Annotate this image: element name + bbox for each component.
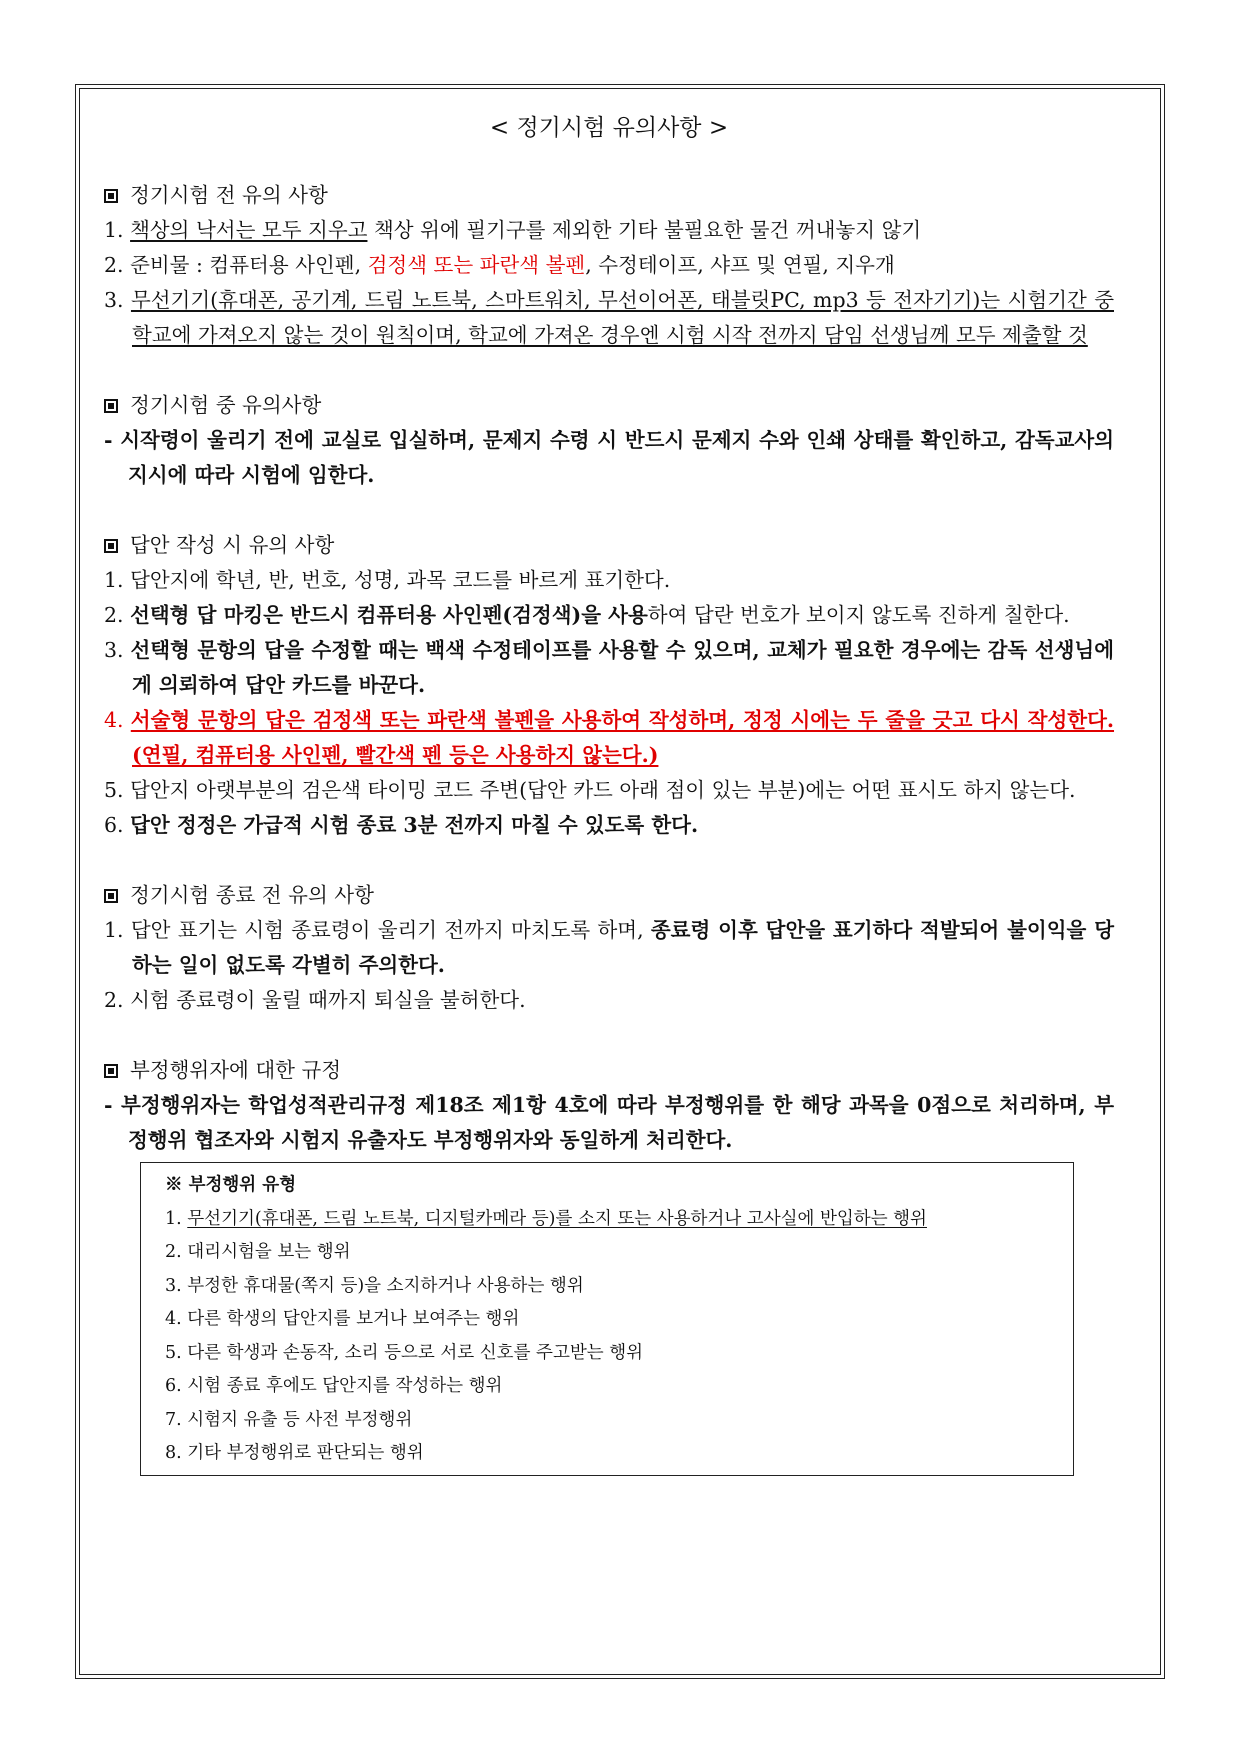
- list-item: [104, 633, 1114, 703]
- item-number: 1.: [165, 1208, 188, 1229]
- box-item: 7. 시험지 유출 등 사전 부정행위: [165, 1409, 413, 1430]
- item-number: 1.: [104, 918, 131, 942]
- section-heading: [104, 1053, 1114, 1088]
- section-heading-text: 정기시험 종료 전 유의 사항: [130, 883, 374, 907]
- box-item: 5. 다른 학생과 손동작, 소리 등으로 서로 신호를 주고받는 행위: [165, 1342, 644, 1363]
- item-text: 하여 답란 번호가 보이지 않도록 진하게 칠한다.: [647, 603, 1070, 627]
- section-heading: [104, 528, 1114, 563]
- item-number: 2.: [104, 603, 131, 627]
- underlined-text: 책상의 낙서는 모두 지우고: [130, 218, 368, 242]
- section-heading-text: 답안 작성 시 유의 사항: [130, 533, 335, 557]
- item-text: 책상 위에 필기구를 제외한 기타 불필요한 물건 꺼내놓지 않기: [367, 218, 922, 242]
- section-answer-writing: [104, 528, 1114, 843]
- section-cheating-rules: [104, 1053, 1114, 1476]
- item-text: 준비물 : 컴퓨터용 사인펜,: [130, 253, 368, 277]
- dash-item: - 시작령이 울리기 전에 교실로 입실하며, 문제지 수령 시 반드시 문제지 수와 인쇄 상태를 확인하고, 감독교사의 지시에 따라 시험에 임한다.: [104, 428, 1114, 487]
- section-heading-text: 정기시험 전 유의 사항: [130, 183, 328, 207]
- list-item: [104, 808, 1114, 843]
- section-heading: [104, 878, 1114, 913]
- list-item: 5. 답안지 아랫부분의 검은색 타이밍 코드 주변(답안 카드 아래 점이 있는 부분)에는 어떤 표시도 하지 않는다.: [104, 778, 1076, 802]
- list-item: [104, 598, 1114, 633]
- red-underlined-text: 서술형 문항의 답은 검정색 또는 파란색 볼펜을 사용하여 작성하며, 정정 시에는 두 줄을 긋고 다시 작성한다. (연필, 컴퓨터용 사인펜, 빨간색 펜 등은 사용하지 않는다.): [130, 708, 1115, 767]
- list-item: 2. 시험 종료령이 울릴 때까지 퇴실을 불허한다.: [104, 988, 526, 1012]
- box-item: 2. 대리시험을 보는 행위: [165, 1242, 351, 1262]
- bold-text: 종료령 이후 답안을 표기하다 적발되어 불이익을 당하는 일이 없도록 각별히 주의한다.: [132, 918, 1115, 977]
- square-bullet-icon: [104, 189, 118, 203]
- section-before-end: [104, 878, 1114, 1018]
- cheating-types-box: [140, 1162, 1074, 1476]
- dash-item: - 부정행위자는 학업성적관리규정 제18조 제1항 4호에 따라 부정행위를 한 해당 과목을 0점으로 처리하며, 부정행위 협조자와 시험지 유출자도 부정행위자와 동일하게 처리한다.: [104, 1093, 1114, 1152]
- list-item: 1. 답안지에 학년, 반, 번호, 성명, 과목 코드를 바르게 표기한다.: [104, 568, 671, 592]
- item-number: 6.: [104, 813, 131, 837]
- item-number: 2.: [104, 253, 131, 277]
- square-bullet-icon: [104, 539, 118, 553]
- underlined-text: 무선기기(휴대폰, 공기계, 드림 노트북, 스마트워치, 무선이어폰, 태블릿PC, mp3 등 전자기기)는 시험기간 중 학교에 가져오지 않는 것이 원칙이며, 학교에 가져온 경우엔 시험 시작 전까지 담임 선생님께 모두 제출할 것: [130, 288, 1114, 347]
- underlined-text: 무선기기(휴대폰, 드림 노트북, 디지털카메라 등)를 소지 또는 사용하거나 고사실에 반입하는 행위: [187, 1208, 927, 1229]
- item-number: 4.: [104, 708, 131, 732]
- list-item: [104, 248, 1114, 283]
- box-item: 6. 시험 종료 후에도 답안지를 작성하는 행위: [165, 1376, 503, 1396]
- box-item: 8. 기타 부정행위로 판단되는 행위: [165, 1443, 424, 1463]
- list-item: [104, 703, 1114, 773]
- square-bullet-icon: [104, 1064, 118, 1078]
- square-bullet-icon: [104, 399, 118, 413]
- red-highlight-text: 검정색 또는 파란색 볼펜: [367, 253, 586, 277]
- bold-text: 선택형 문항의 답을 수정할 때는 백색 수정테이프를 사용할 수 있으며, 교체가 필요한 경우에는 감독 선생님에게 의뢰하여 답안 카드를 바꾼다.: [130, 638, 1114, 697]
- list-item: [104, 213, 1114, 248]
- list-item: [104, 913, 1114, 983]
- item-text: , 수정테이프, 샤프 및 연필, 지우개: [585, 253, 895, 277]
- box-title: ※ 부정행위 유형: [165, 1175, 297, 1195]
- bold-text: 답안 정정은 가급적 시험 종료 3분 전까지 마칠 수 있도록 한다.: [130, 813, 699, 837]
- box-item: [165, 1203, 1073, 1237]
- section-heading: [104, 388, 1114, 423]
- section-heading-text: 정기시험 중 유의사항: [130, 393, 322, 417]
- section-heading: [104, 178, 1114, 213]
- page-title: < 정기시험 유의사항 >: [489, 115, 729, 141]
- notice-document: [104, 108, 1114, 1476]
- item-number: 1.: [104, 218, 131, 242]
- list-item: [104, 283, 1114, 353]
- bold-text: 선택형 답 마킹은 반드시 컴퓨터용 사인펜(검정색)을 사용: [130, 603, 648, 627]
- item-number: 3.: [104, 288, 131, 312]
- square-bullet-icon: [104, 889, 118, 903]
- section-during-exam: [104, 388, 1114, 493]
- item-number: 3.: [104, 638, 131, 662]
- section-before-exam: [104, 178, 1114, 353]
- item-text: 답안 표기는 시험 종료령이 울리기 전까지 마치도록 하며,: [130, 918, 651, 942]
- box-item: 4. 다른 학생의 답안지를 보거나 보여주는 행위: [165, 1309, 520, 1329]
- section-heading-text: 부정행위자에 대한 규정: [130, 1058, 342, 1082]
- box-item: 3. 부정한 휴대물(쪽지 등)을 소지하거나 사용하는 행위: [165, 1275, 584, 1296]
